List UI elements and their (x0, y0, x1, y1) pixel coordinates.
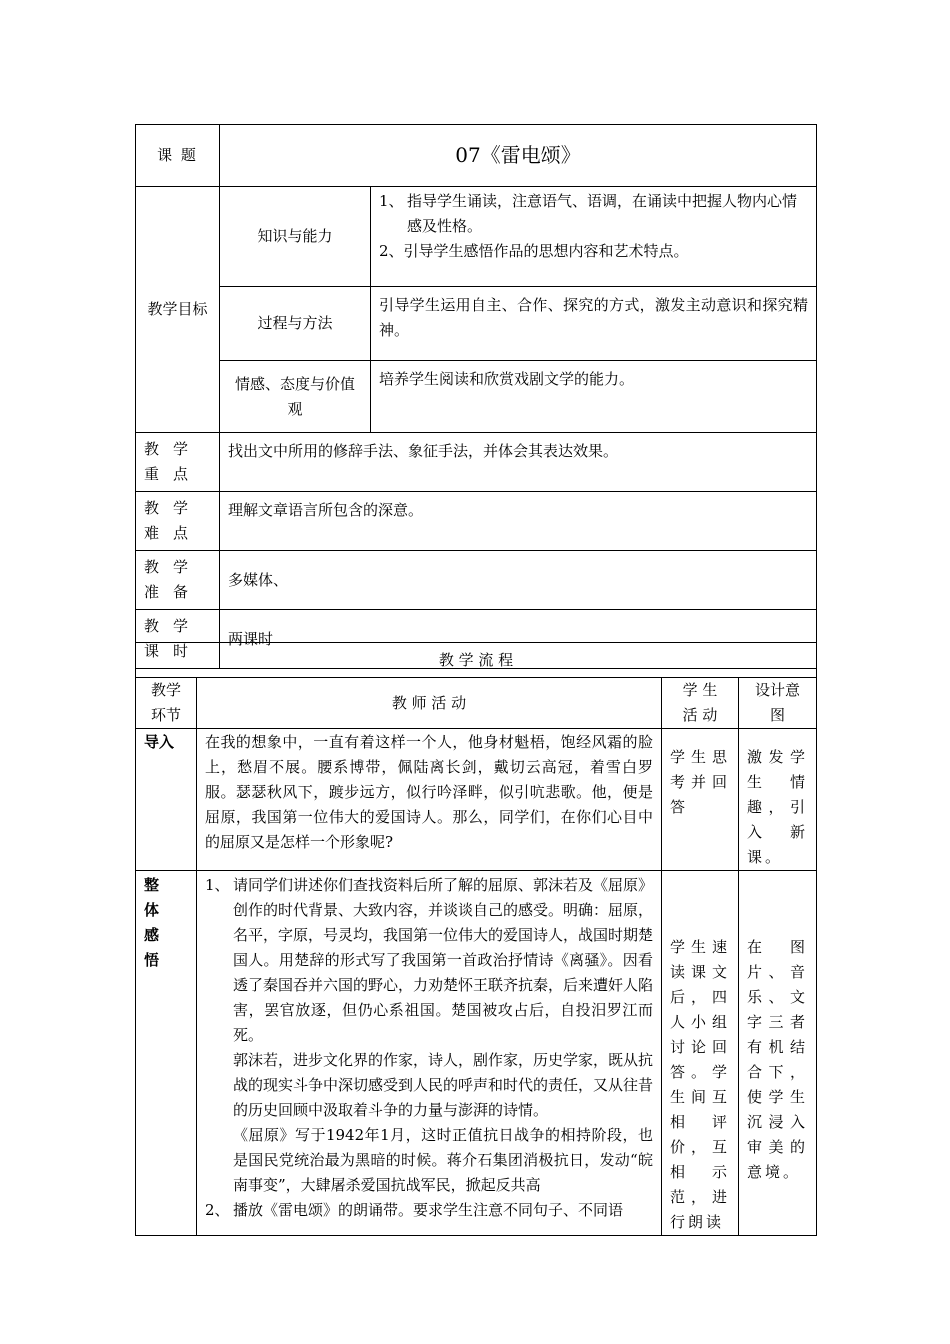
hours-content: 两课时 (220, 610, 817, 669)
knowledge-content (371, 187, 817, 287)
hours-label: 教学课时 (136, 610, 220, 669)
lesson-info-table (135, 124, 817, 669)
process-header: 教 学 流 程 (136, 643, 817, 678)
emotion-content: 培养学生阅读和欣赏戏剧文学的能力。 (371, 361, 817, 433)
lesson-label: 课 题 (136, 125, 220, 187)
teacher-intro: 在我的想象中，一直有着这样一个人，他身材魁梧，饱经风霜的脸上，愁眉不展。腰系博带，佩陆离长剑，戴切云高冠，着雪白罗服。瑟瑟秋风下，踱步远方，似行吟泽畔，似引吭悲歌。他，便是屈原，我国第一位伟大的爱国诗人。那么，同学们，在你们心目中的屈原又是怎样一个形象呢? (197, 729, 662, 871)
stage-overall: 整体感悟 (136, 871, 197, 1236)
lesson-title: 07《雷电颂》 (220, 125, 817, 187)
stage-intro: 导入 (136, 729, 197, 871)
header-stage: 教学环节 (136, 678, 197, 729)
knowledge-label: 知识与能力 (220, 187, 371, 287)
emotion-label: 情感、态度与价值观 (220, 361, 371, 433)
teaching-flow-table (135, 642, 817, 1236)
preparation-content: 多媒体、 (220, 551, 817, 610)
header-student: 学 生 活 动 (662, 678, 739, 729)
student-intro: 学生思考并回答 (662, 729, 739, 871)
key-points-label: 教学重点 (136, 433, 220, 492)
teacher-overall (197, 871, 662, 1236)
process-content: 引导学生运用自主、合作、探究的方式，激发主动意识和探究精神。 (371, 287, 817, 361)
preparation-label: 教学准备 (136, 551, 220, 610)
student-overall: 学生速读课文后，四人小组讨论回答。学生间互相评价，互相示范，进行朗读 (662, 871, 739, 1236)
objectives-label: 教学目标 (136, 187, 220, 433)
process-label: 过程与方法 (220, 287, 371, 361)
knowledge-item: 2、引导学生感悟作品的思想内容和艺术特点。 (379, 242, 689, 260)
difficulties-content: 理解文章语言所包含的深意。 (220, 492, 817, 551)
knowledge-item: 1、 指导学生诵读，注意语气、语调，在诵读中把握人物内心情感及性格。 (379, 192, 798, 235)
header-design: 设计意图 (739, 678, 817, 729)
header-teacher: 教 师 活 动 (197, 678, 662, 729)
design-intro: 激发学生情趣，引入新课。 (739, 729, 817, 871)
teacher-item: 1、 请同学们讲述你们查找资料后所了解的屈原、郭沫若及《屈原》创作的时代背景、大致内容，并谈谈自己的感受。明确：屈原，名平，字原，号灵均，我国第一位伟大的爱国诗人，战国时期楚国人。用楚辞的形式写了我国第一首政治抒情诗《离骚》。因看透了秦国吞并六国的野心，力劝楚怀王联齐抗秦，后来遭奸人陷害，罢官放逐，但仍心系祖国。楚国被攻占后，自投汨罗江而死。 郭沫若，进步文化界的作家，诗人，剧作家，历史学家，既从抗战的现实斗争中深切感受到人民的呼声和时代的责任，又从往昔的历史回顾中汲取着斗争的力量与澎湃的诗情。 《屈原》写于1942年1月，这时正值抗日战争的相持阶段，也是国民党统治最为黑暗的时候。蒋介石集团消极抗日，发动“皖南事变”，大肆屠杀爱国抗战军民，掀起反共高 2、 播放《雷电颂》的朗诵带。要求学生注意不同句子、不同语 (205, 876, 653, 1219)
key-points-content: 找出文中所用的修辞手法、象征手法，并体会其表达效果。 (220, 433, 817, 492)
design-overall: 在图片、音乐、文字三者有机结合下，使学生沉浸入审美的意境。 (739, 871, 817, 1236)
difficulties-label: 教学难点 (136, 492, 220, 551)
